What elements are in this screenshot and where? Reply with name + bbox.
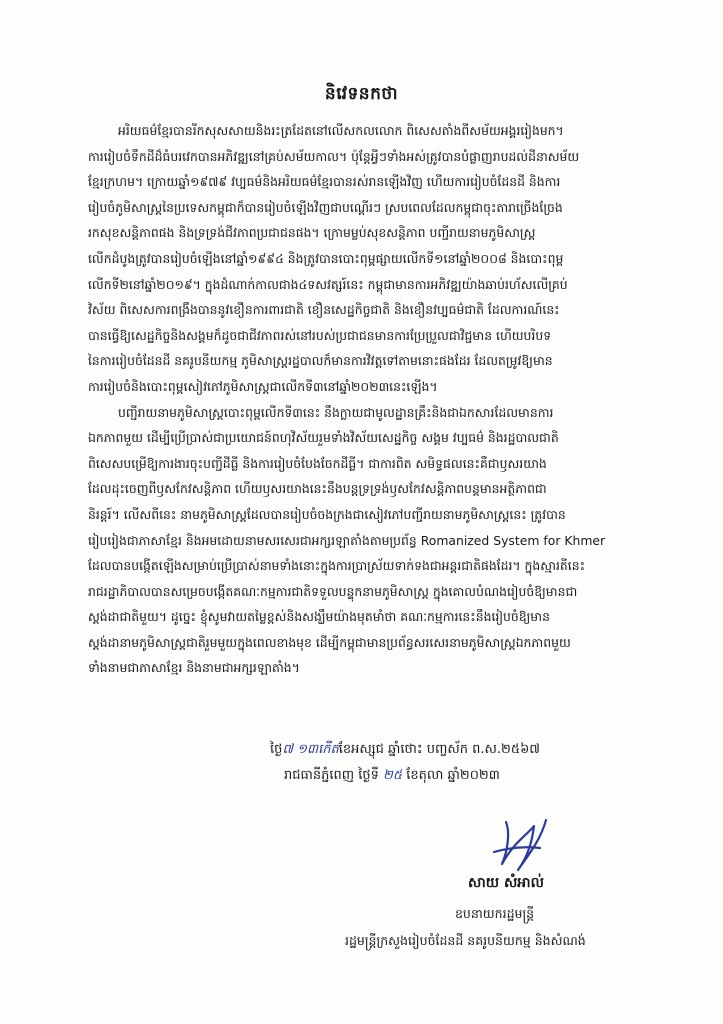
text-line: អរិយធម៌ខ្មែរបានរីកសុសសាយនិងរះត្រដែតនៅលើសកលលោក ពិសេសតាំងពីសម័យអង្គររៀងមក។ (118, 123, 564, 138)
text-line: រាជរដ្ឋាភិបាលបានសម្រេចបង្កើតគណៈកម្មការជាតិទទួលបន្ទុកនាមភូមិសាស្ត្រ ក្នុងគោលបំណងរៀបចំឱ្យមានជា (88, 583, 578, 599)
lunar-date-handwritten: ៧ ១៣កើត (282, 742, 339, 757)
signature-image (488, 812, 558, 878)
text-line: ការរៀបចំទឹកដីដ៏ធំបរវេកបានអភិវឌ្ឍនៅគ្រប់សម័យកាល។ ប៉ុន្តែអ្វីៗទាំងអស់ត្រូវបានបំផ្លាញរាបដល់ដីនាសម័យ (88, 148, 580, 164)
place-date (270, 763, 670, 789)
text-line: ដែលដុះចេញពីឫសកែវសន្តិភាព ហើយឫសរយាងនេះនឹងបន្តទ្រទ្រង់ឫសកែវសន្តិភាពបន្តមានអត្ថិភាពជា (88, 481, 547, 497)
text-line: រៀបចំភូមិសាស្ត្រនៃប្រទេសកម្ពុជាក៏បានរៀបចំឡើងវិញជាបណ្តើរៗ ស្របពេលដែលកម្ពុជាចុះតារាច្រើងច្រែង (88, 199, 563, 215)
text-line: ស្តង់ដានាមភូមិសាស្ត្រជាតិរួមមួយក្នុងពេលខាងមុខ ដើម្បីកម្ពុជាមានប្រព័ន្ធសរសេរនាមភូមិសាស្ត្រឯកភាពមួយ (88, 634, 571, 650)
text-line: ឯកភាពមួយ ដើម្បីប្រើប្រាស់ជាប្រយោជន៍ពហុវិស័យរួមទាំងវិស័យសេដ្ឋកិច្ច សង្គម វប្បធម៌ និងរដ្ឋបាលជាតិ (88, 430, 559, 446)
paragraph-1 (88, 118, 663, 400)
text-line: រៀបរៀងជាភាសាខ្មែរ និងអមដោយនាមសរសេរជាអក្សរឡាតាំងតាមប្រព័ន្ធ Romanized System for Khmer (88, 532, 606, 548)
text-line: ដែលបានបង្កើតឡើងសម្រាប់ប្រើប្រាស់នាមទាំងនោះក្នុងការប្រាស្រ័យទាក់ទងជាអន្តរជាតិផងដែរ។ ក្នុងស្មារតីនេះ (88, 558, 586, 574)
day-handwritten: ២៥ (383, 768, 403, 783)
text-line: លើកទី២នៅឆ្នាំ២០១៩។ ក្នុងដំណាក់កាលជាង៤ទសវត្សរ៍នេះ កម្ពុជាមានការអភិវឌ្ឍយ៉ាងឆាប់រហ័សលើគ្រប់ (88, 276, 568, 292)
document-body (88, 118, 663, 681)
text-line: ស្តង់ដាជាតិមួយ។ ដូច្នេះ ខ្ញុំសូមវាយតម្លៃខ្ពស់និងសង្ឃឹមយ៉ាងមុតមាំថា គណៈកម្មការនេះនឹងរៀបចំឱ្យមាន (88, 609, 550, 625)
lunar-date (270, 737, 670, 763)
place-date-prefix: រាជធានីភ្នំពេញ ថ្ងៃទី (284, 768, 379, 783)
signer-name: សាយ សំអាល់ (468, 875, 544, 891)
signer-title-1: ឧបនាយករដ្ឋមន្ត្រី (455, 906, 535, 921)
signer-title-2: រដ្ឋមន្ត្រីក្រសួងរៀបចំដែនដី នគរូបនីយកម្ម និងសំណង់ (345, 933, 586, 948)
text-line: ការរៀបចំនិងបោះពុម្ពសៀវភៅភូមិសាស្ត្រជាលើកទី៣នៅឆ្នាំ២០២៣នេះឡើង។ (88, 378, 438, 394)
text-line: លើកដំបូងត្រូវបានរៀបចំឡើងនៅឆ្នាំ១៩៩៤ និងត្រូវបានបោះពុម្ពផ្សាយលើកទី១នៅឆ្នាំ២០០៨ និងបោះពុម្ព (88, 250, 564, 266)
text-line: រកសុខសន្តិភាពផង និងទ្រទ្រង់ជីវភាពប្រជាជនផង។ ក្រោមម្លប់សុខសន្តិភាព បញ្ជីរាយនាមភូមិសាស្ត្រ (88, 225, 536, 241)
lunar-date-prefix: ថ្ងៃ (270, 742, 283, 757)
paragraph-2 (88, 400, 663, 682)
text-line: ទាំងនាមជាភាសាខ្មែរ និងនាមជាអក្សរឡាតាំង។ (88, 660, 300, 676)
text-line: នៃការរៀបចំដែនដី នគរូបនីយកម្ម ភូមិសាស្ត្ររដ្ឋបាលក៏មានការវិវត្តទៅតាមនោះផងដែរ ដែលតម្រូវឱ្យមាន (88, 353, 553, 369)
document-title: និវេទនកថា (324, 84, 399, 104)
date-block (270, 737, 670, 789)
text-line: និរន្តរ៍។ លើសពីនេះ នាមភូមិសាស្ត្រដែលបានរៀបចំចងក្រងជាសៀវភៅបញ្ជីរាយនាមភូមិសាស្ត្រនេះ ត្រូវបាន (88, 506, 566, 522)
month-year: ខែតុលា ឆ្នាំ២០២៣ (406, 768, 500, 783)
text-line: បញ្ជីរាយនាមភូមិសាស្ត្របោះពុម្ពលើកទី៣នេះ នឹងក្លាយជាមូលដ្ឋានគ្រឹះនិងជាឯកសារដែលមានការ (118, 404, 554, 420)
text-line: ពិសេសបម្រើឱ្យការងារចុះបញ្ជីដីធ្លី និងការរៀបចំបែងចែកដីធ្លី។ ជាការពិត សមិទ្ធផលនេះគឺជាឫសរយាង (88, 455, 547, 471)
text-line: ខ្មែរក្រហម។ ក្រោយឆ្នាំ១៩៧៩ វប្បធម៌និងអរិយធម៌ខ្មែរបានរស់រានឡើងវិញ ហើយការរៀបចំដែនដី និងការ (88, 174, 561, 190)
lunar-date-rest: ខែអស្សុជ ឆ្នាំថោះ បញ្ចស័ក ព.ស.២៥៦៧ (338, 742, 540, 757)
text-line: បានធ្វើឱ្យសេដ្ឋកិច្ចនិងសង្គមក៏ដូចជាជីវភាពរស់នៅរបស់ប្រជាជនមានការប្រែប្រួលជាវិជ្ជមាន ហើយបរិបទ (88, 327, 552, 343)
text-line: វិស័យ ពិសេសការពង្រឹងបាននូវខឿនការពារជាតិ ខឿនសេដ្ឋកិច្ចជាតិ និងខឿនវប្បធម៌ជាតិ ដែលការណ៍នេះ (88, 302, 560, 318)
